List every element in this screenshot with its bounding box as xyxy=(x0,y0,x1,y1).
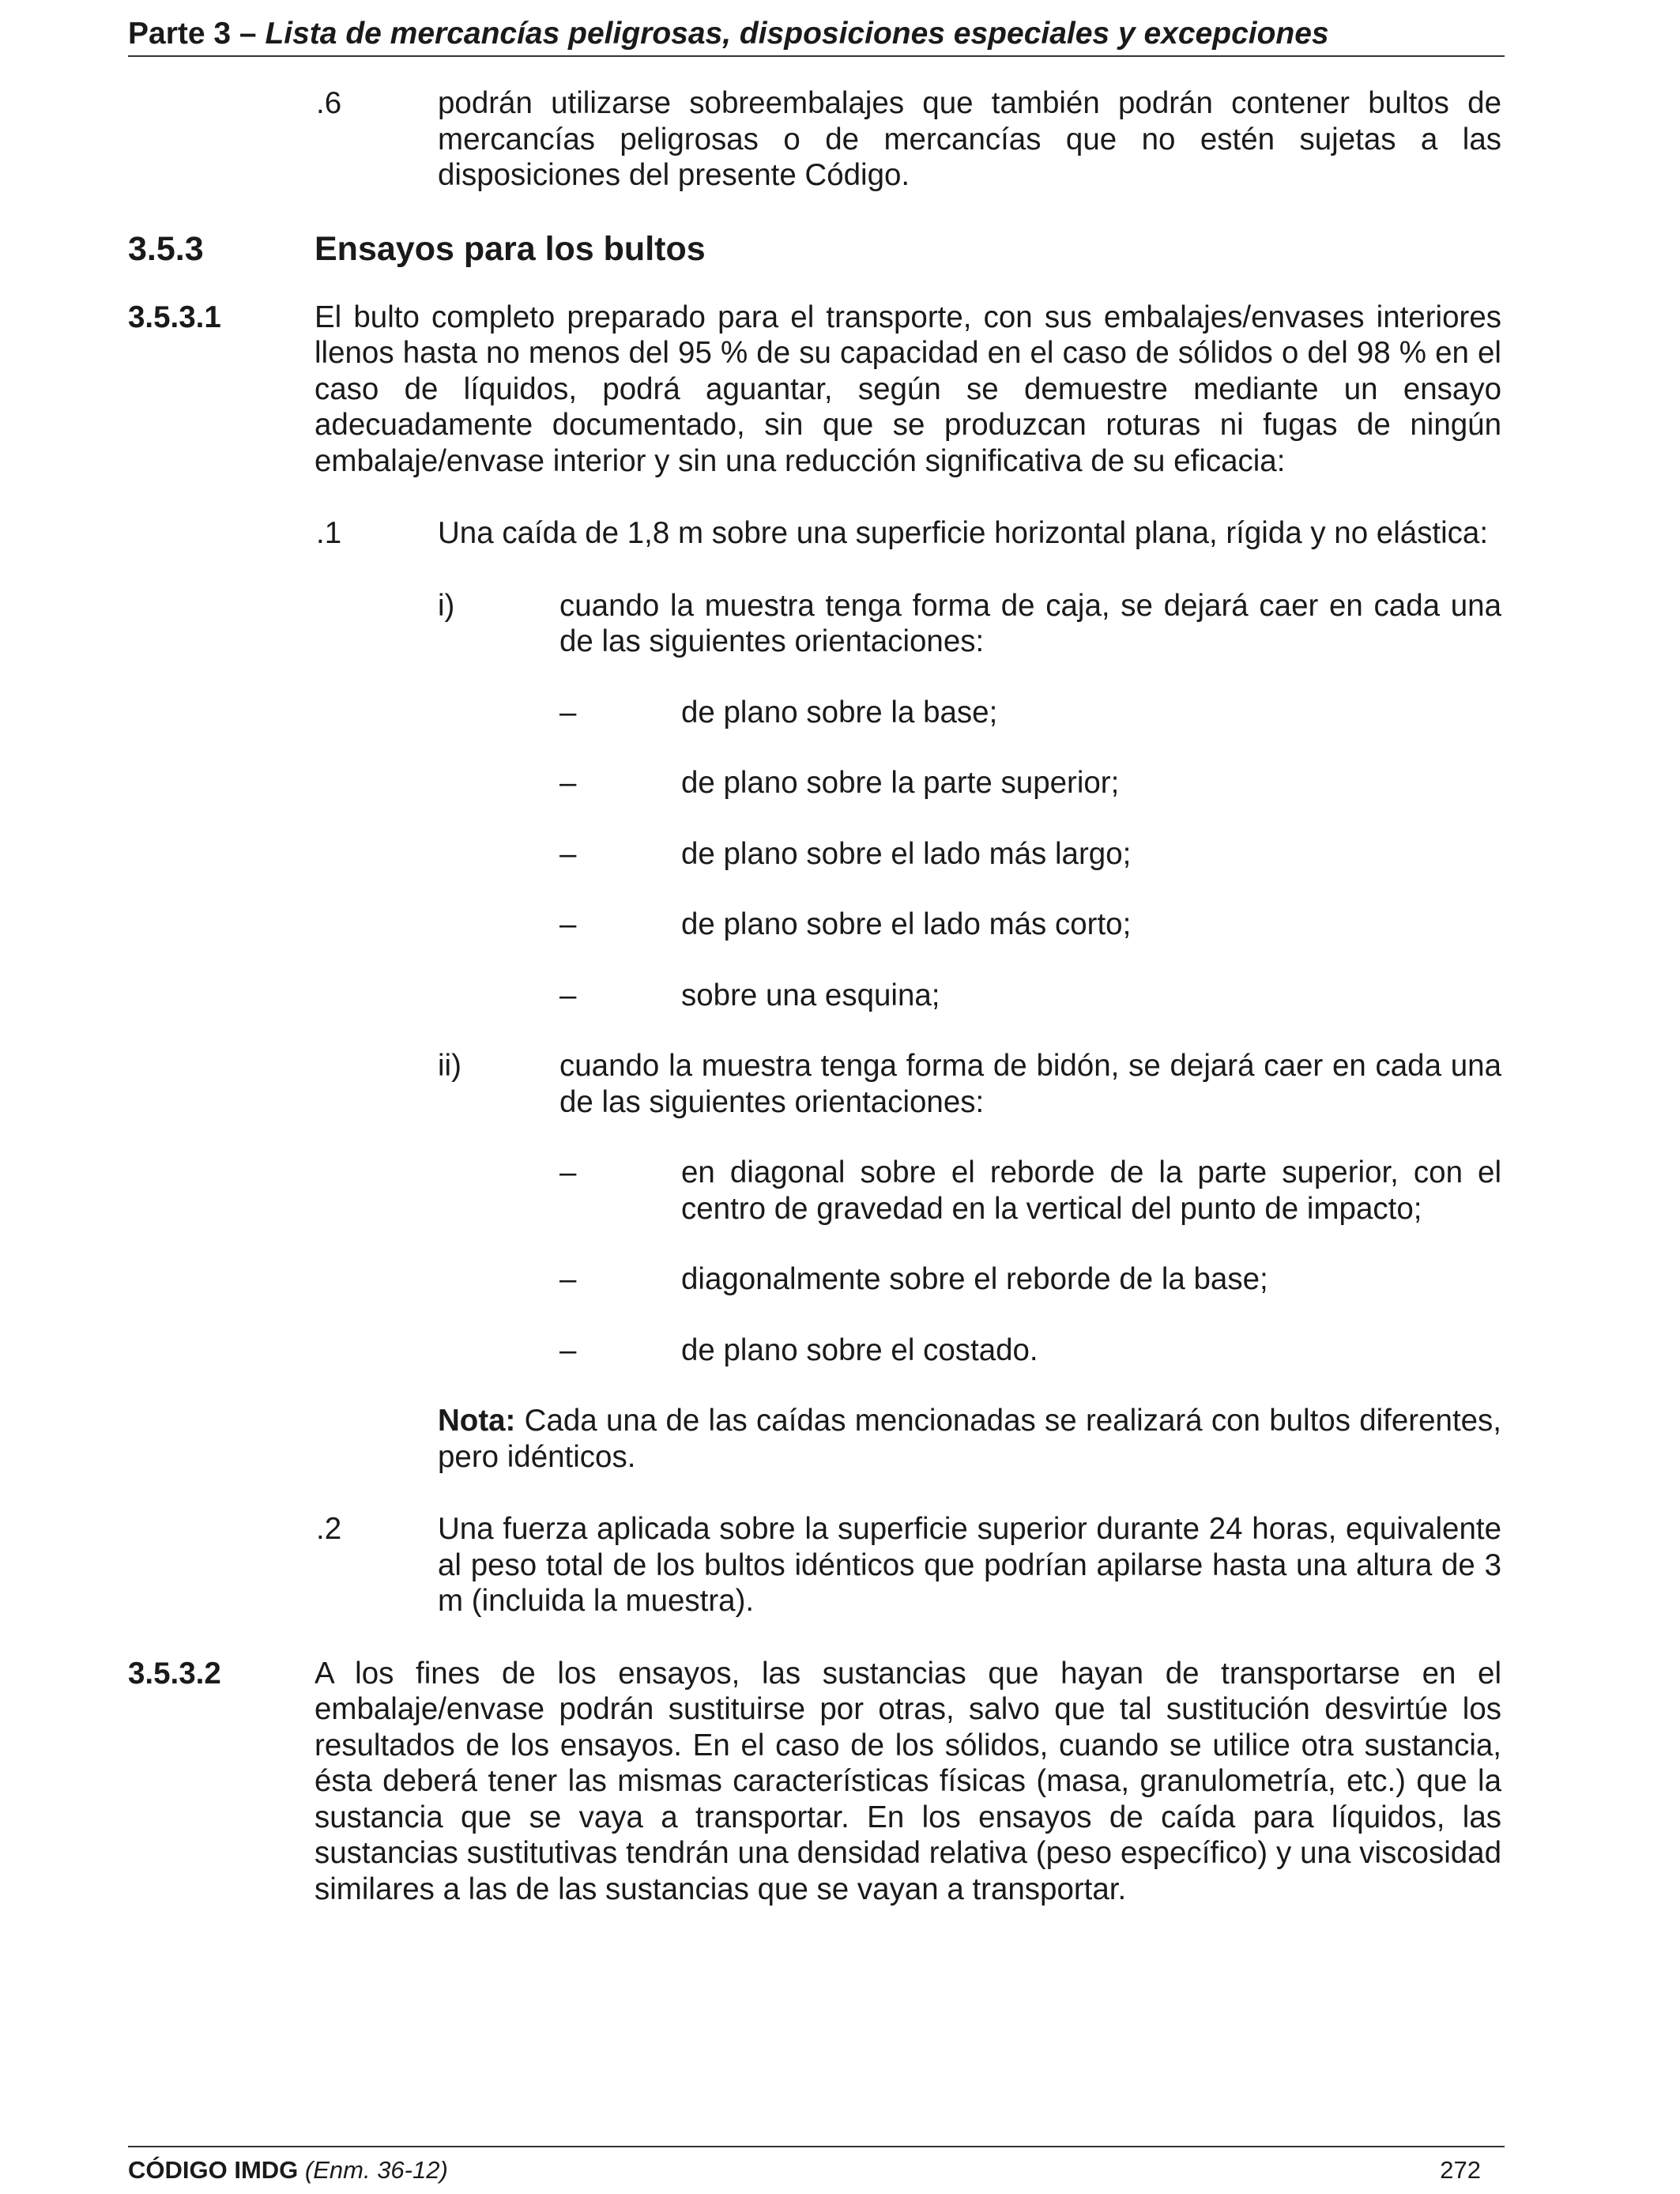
clause-label: ii) xyxy=(438,1049,461,1083)
section-heading-3-5-3 xyxy=(0,228,1680,270)
clause-label: i) xyxy=(438,588,455,623)
section-title: Ensayos para los bultos xyxy=(315,229,706,268)
clause-text: cuando la muestra tenga forma de caja, se dejará caer en cada una de las siguientes orientaciones: xyxy=(559,588,1501,658)
list-item-text: de plano sobre la base; xyxy=(681,695,998,729)
header-part: Parte 3 – xyxy=(128,17,266,51)
list-item xyxy=(0,836,1680,873)
clause-text: cuando la muestra tenga forma de bidón, se dejará caer en cada una de las siguientes orientaciones: xyxy=(559,1049,1501,1119)
dash-marker: – xyxy=(559,695,577,729)
subparagraph-label: .6 xyxy=(316,86,342,120)
dash-marker: – xyxy=(559,766,577,800)
subparagraph-6 xyxy=(0,85,1680,194)
paragraph-number: 3.5.3.2 xyxy=(128,1656,221,1691)
list-item-text: de plano sobre el costado. xyxy=(681,1333,1038,1367)
list-item-text: sobre una esquina; xyxy=(681,978,940,1012)
footer-edition: (Enm. 36-12) xyxy=(304,2156,448,2184)
note-text xyxy=(438,1403,1501,1475)
list-item xyxy=(0,1333,1680,1369)
subparagraph-label: .2 xyxy=(316,1512,342,1546)
clause-i xyxy=(0,588,1680,660)
header-title: Lista de mercancías peligrosas, disposiciones especiales y excepciones xyxy=(265,17,1329,51)
footer-document-name: CÓDIGO IMDG xyxy=(128,2156,299,2184)
subparagraph-text: Una caída de 1,8 m sobre una superficie horizontal plana, rígida y no elástica: xyxy=(438,516,1489,550)
running-footer xyxy=(128,2154,1481,2186)
list-item-text: de plano sobre el lado más largo; xyxy=(681,836,1132,871)
paragraph-3-5-3-2 xyxy=(0,1656,1680,1908)
paragraph-3-5-3-1 xyxy=(0,300,1680,480)
subparagraph-1 xyxy=(0,515,1680,552)
dash-marker: – xyxy=(559,978,577,1012)
section-number: 3.5.3 xyxy=(128,229,204,268)
list-item-text: en diagonal sobre el reborde de la parte superior, con el centro de gravedad en la vertical del punto de impacto; xyxy=(681,1155,1501,1226)
list-item-text: de plano sobre la parte superior; xyxy=(681,766,1120,800)
subparagraph-2 xyxy=(0,1511,1680,1619)
subparagraph-text: Una fuerza aplicada sobre la superficie superior durante 24 horas, equivalente al peso total de los bultos idénticos que podrían apilarse hasta una altura de 3 m (incluida la muestra). xyxy=(438,1512,1501,1618)
dash-marker: – xyxy=(559,1262,577,1296)
list-item xyxy=(0,1261,1680,1298)
list-item xyxy=(0,907,1680,943)
dash-marker: – xyxy=(559,1333,577,1367)
note xyxy=(0,1403,1680,1475)
list-item-text: de plano sobre el lado más corto; xyxy=(681,907,1132,941)
list-item xyxy=(0,978,1680,1014)
note-label: Nota: xyxy=(438,1404,516,1438)
list-item-text: diagonalmente sobre el reborde de la base; xyxy=(681,1262,1268,1296)
list-item xyxy=(0,695,1680,731)
paragraph-text: A los fines de los ensayos, las sustancias que hayan de transportarse en el embalaje/envase podrán sustituirse por otras, salvo que tal sustitución desvirtúe los resultados de los ensayos. En el caso de los sólidos, cuando se utilice otra sustancia, ésta deberá tener las mismas características físicas (masa, granulometría, etc.) que la sustancia que se vaya a transportar. En los ensayos de caída para líquidos, las sustancias sustitutivas tendrán una densidad relativa (peso específico) y una viscosidad similares a las de las sustancias que se vayan a transportar. xyxy=(315,1656,1501,1906)
clause-ii xyxy=(0,1048,1680,1120)
list-item xyxy=(0,1155,1680,1227)
document-body xyxy=(0,85,1680,1907)
list-item xyxy=(0,765,1680,801)
running-header xyxy=(128,14,1505,57)
page-number: 272 xyxy=(1440,2156,1481,2184)
subparagraph-label: .1 xyxy=(316,516,342,550)
paragraph-text: El bulto completo preparado para el transporte, con sus embalajes/envases interiores llenos hasta no menos del 95 % de su capacidad en el caso de sólidos o del 98 % en el caso de líquidos, podrá aguantar, según se demuestre mediante un ensayo adecuadamente documentado, sin que se produzcan roturas ni fugas de ningún embalaje/envase interior y sin una reducción significativa de su eficacia: xyxy=(315,300,1501,478)
dash-marker: – xyxy=(559,836,577,871)
subparagraph-text: podrán utilizarse sobreembalajes que también podrán contener bultos de mercancías peligrosas o de mercancías que no estén sujetas a las disposiciones del presente Código. xyxy=(438,86,1501,192)
note-body: Cada una de las caídas mencionadas se realizará con bultos diferentes, pero idénticos. xyxy=(438,1404,1501,1474)
dash-marker: – xyxy=(559,907,577,941)
dash-marker: – xyxy=(559,1155,577,1189)
paragraph-number: 3.5.3.1 xyxy=(128,300,221,334)
footer-rule xyxy=(128,2146,1505,2147)
